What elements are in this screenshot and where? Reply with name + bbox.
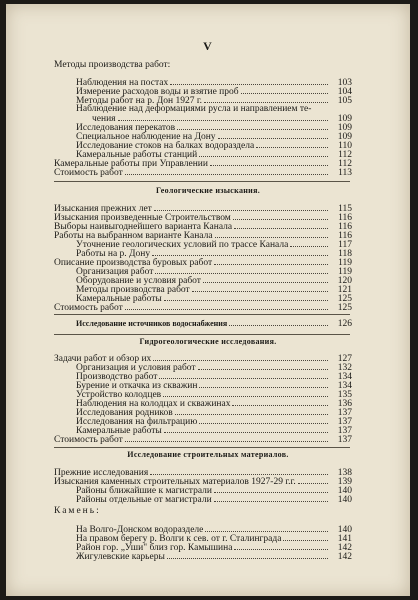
toc-entry-page: 109	[337, 114, 352, 124]
toc-entry-page: 104	[337, 87, 352, 97]
leader-dots	[177, 121, 328, 130]
toc-entry-page: 137	[337, 417, 352, 427]
toc-entry-label: Уточнение геологических условий по трассе Канала	[76, 240, 289, 250]
section-divider	[54, 314, 350, 315]
section-title-methods: Методы производства работ:	[54, 60, 171, 70]
toc-entry-page: 136	[337, 399, 352, 409]
toc-entry-page: 119	[338, 267, 352, 277]
toc-entry-label: Измерение расходов воды и взятие проб	[76, 87, 239, 97]
toc-entry-label: Специальное наблюдение на Дону	[76, 132, 216, 142]
toc-entry	[76, 550, 352, 562]
leader-dots	[164, 424, 328, 433]
leader-dots	[290, 238, 328, 247]
toc-entry-label: Жигулевские карьеры	[76, 552, 165, 562]
toc-entry-label: Камеральные работы станций	[76, 150, 198, 160]
toc-entry-label: На Волго-Донском водоразделе	[76, 525, 204, 535]
leader-dots	[170, 76, 328, 85]
toc-entry-page: 137	[337, 435, 352, 445]
toc-entry-label: Бурение и откачка из скважин	[76, 381, 198, 391]
leader-dots	[155, 265, 328, 274]
toc-entry-page: 112	[338, 159, 352, 169]
toc-entry-page: 137	[337, 408, 352, 418]
leader-dots	[233, 211, 328, 220]
toc-entry-page: 120	[337, 276, 352, 286]
leader-dots	[214, 256, 328, 265]
leader-dots	[192, 283, 328, 292]
leader-dots	[199, 148, 328, 157]
toc-entry	[54, 433, 352, 445]
toc-entry-page: 140	[337, 486, 352, 496]
leader-dots	[198, 361, 328, 370]
toc-entry-page: 125	[337, 294, 352, 304]
leader-dots	[218, 130, 328, 139]
toc-entry-page: 137	[337, 426, 352, 436]
leader-dots	[153, 352, 328, 361]
toc-entry-page: 113	[338, 168, 352, 178]
toc-entry-page: 117	[338, 240, 352, 250]
leader-dots	[199, 379, 328, 388]
toc-entry-label: Работы на выбранном варианте Канала	[54, 231, 213, 241]
toc-entry-label: Организация и условия работ	[76, 363, 196, 373]
leader-dots	[214, 493, 328, 502]
toc-entry-page: 109	[337, 132, 352, 142]
toc-entry-page: 112	[338, 150, 352, 160]
toc-entry-page: 125	[337, 303, 352, 313]
toc-entry-page: 135	[337, 390, 352, 400]
document-page	[6, 4, 410, 596]
toc-entry-label: Районы отдельные от магистрали	[76, 495, 212, 505]
toc-entry-page: 126	[337, 319, 352, 329]
toc-entry	[76, 493, 352, 505]
toc-entry-page: 109	[337, 123, 352, 133]
toc-entry-page: 116	[338, 222, 352, 232]
toc-entry-label: Район гор. „Уши" близ гор. Камышина	[76, 543, 233, 553]
toc-entry-label: Исследования перекатов	[76, 123, 176, 133]
leader-dots	[241, 85, 328, 94]
toc-entry-page: 119	[338, 258, 352, 268]
toc-entry-label: Выборы наивыгоднейшего варианта Канала	[54, 222, 233, 232]
toc-entry-page: 134	[337, 372, 352, 382]
toc-entry-label: Исследования родников	[76, 408, 173, 418]
leader-dots	[234, 220, 328, 229]
leader-dots	[232, 397, 328, 406]
toc-entry-page: 105	[337, 96, 352, 106]
toc-entry-label: Стоимость работ	[54, 168, 123, 178]
toc-entry-label: Методы работ на р. Дон 1927 г.	[76, 96, 203, 106]
section-heading-building-materials: Исследование строительных материалов.	[127, 450, 289, 459]
toc-entry-label: На правом берегу р. Волги к сев. от г. Сталинграда	[76, 534, 282, 544]
leader-dots	[283, 532, 328, 541]
toc-entry-label: Описание производства буровых работ	[54, 258, 213, 268]
leader-dots	[118, 112, 328, 121]
toc-entry-label: Изыскания произведенные Строительством	[54, 213, 231, 223]
leader-dots	[154, 202, 328, 211]
toc-entry-label: Изыскания каменных строительных материалов 1927-29 г.г.	[54, 477, 296, 487]
toc-entry-label: Наблюдение над деформациями русла и направлением те-	[76, 104, 312, 114]
leader-dots	[229, 317, 328, 326]
toc-entry-page: 140	[337, 525, 352, 535]
toc-entry-page: 140	[337, 495, 352, 505]
toc-entry-label: Камеральные работы	[76, 294, 162, 304]
leader-dots	[204, 94, 328, 103]
toc-entry-label: Работы на р. Дону	[76, 249, 151, 259]
leader-dots	[234, 541, 328, 550]
leader-dots	[125, 301, 328, 310]
leader-dots	[125, 433, 328, 442]
toc-entry-page: 134	[337, 381, 352, 391]
toc-entry-page: 138	[337, 468, 352, 478]
toc-entry-page: 116	[338, 213, 352, 223]
toc-entry-page: 132	[337, 363, 352, 373]
toc-entry-label: Стоимость работ	[54, 303, 123, 313]
toc-entry-label: чения	[92, 114, 116, 124]
leader-dots	[256, 139, 328, 148]
toc-entry-page: 141	[337, 534, 352, 544]
leader-dots	[159, 370, 328, 379]
leader-dots	[214, 484, 328, 493]
section-heading-water-sources: Исследование источников водоснабжения	[76, 319, 228, 328]
leader-dots	[167, 550, 328, 559]
toc-entry-page: 118	[338, 249, 352, 259]
leader-dots	[150, 466, 328, 475]
toc-entry-label: Производство работ	[76, 372, 158, 382]
toc-entry-label: Прежние исследования	[54, 468, 149, 478]
leader-dots	[205, 523, 328, 532]
toc-entry-label: Наблюдения на колодцах и скважинах	[76, 399, 231, 409]
toc-entry-page: 110	[338, 141, 352, 151]
toc-entry-page: 115	[338, 204, 352, 214]
section-divider	[54, 181, 350, 182]
toc-entry-label: Изыскания прежних лет	[54, 204, 152, 214]
section-heading-geology: Геологические изыскания.	[156, 186, 260, 195]
toc-entry	[54, 301, 352, 313]
toc-entry-water-sources	[76, 317, 352, 329]
toc-entry-label: Наблюдения на постах	[76, 78, 169, 88]
page-number: V	[203, 39, 213, 53]
leader-dots	[164, 292, 328, 301]
leader-dots	[215, 229, 328, 238]
toc-entry-page: 142	[337, 543, 352, 553]
toc-entry-page: 142	[337, 552, 352, 562]
toc-entry-page: 116	[338, 231, 352, 241]
leader-dots	[210, 157, 328, 166]
leader-dots	[199, 415, 328, 424]
leader-dots	[152, 247, 328, 256]
leader-dots	[203, 274, 328, 283]
toc-entry-page: 139	[337, 477, 352, 487]
toc-entry-label: Методы производства работ	[76, 285, 190, 295]
toc-entry-label: Камеральные работы	[76, 426, 162, 436]
toc-entry-label: Организация работ	[76, 267, 154, 277]
leader-dots	[298, 475, 328, 484]
leader-dots	[175, 406, 328, 415]
toc-entry-label: Исследования на фильтрацию	[76, 417, 198, 427]
toc-entry-label: Оборудование и условия работ	[76, 276, 201, 286]
section-divider	[54, 334, 350, 335]
toc-entry-label: Камеральные работы при Управлении	[54, 159, 208, 169]
section-divider	[54, 447, 350, 448]
toc-entry-label: Стоимость работ	[54, 435, 123, 445]
toc-entry-page: 121	[337, 285, 352, 295]
toc-entry-label: Устройство колодцев	[76, 390, 162, 400]
toc-entry	[54, 166, 352, 178]
toc-entry-label: Задачи работ и обзор их	[54, 354, 152, 364]
leader-dots	[163, 388, 328, 397]
toc-entry-label: Районы ближайшие к магистрали	[76, 486, 212, 496]
subsection-title-stone: Камень:	[54, 506, 101, 516]
leader-dots	[125, 166, 328, 175]
toc-entry-label: Исследование стоков на балках водораздела	[76, 141, 255, 151]
toc-entry-page: 127	[337, 354, 352, 364]
toc-entry-page: 103	[337, 78, 352, 88]
section-heading-hydrogeology: Гидрогеологические исследования.	[139, 337, 277, 346]
